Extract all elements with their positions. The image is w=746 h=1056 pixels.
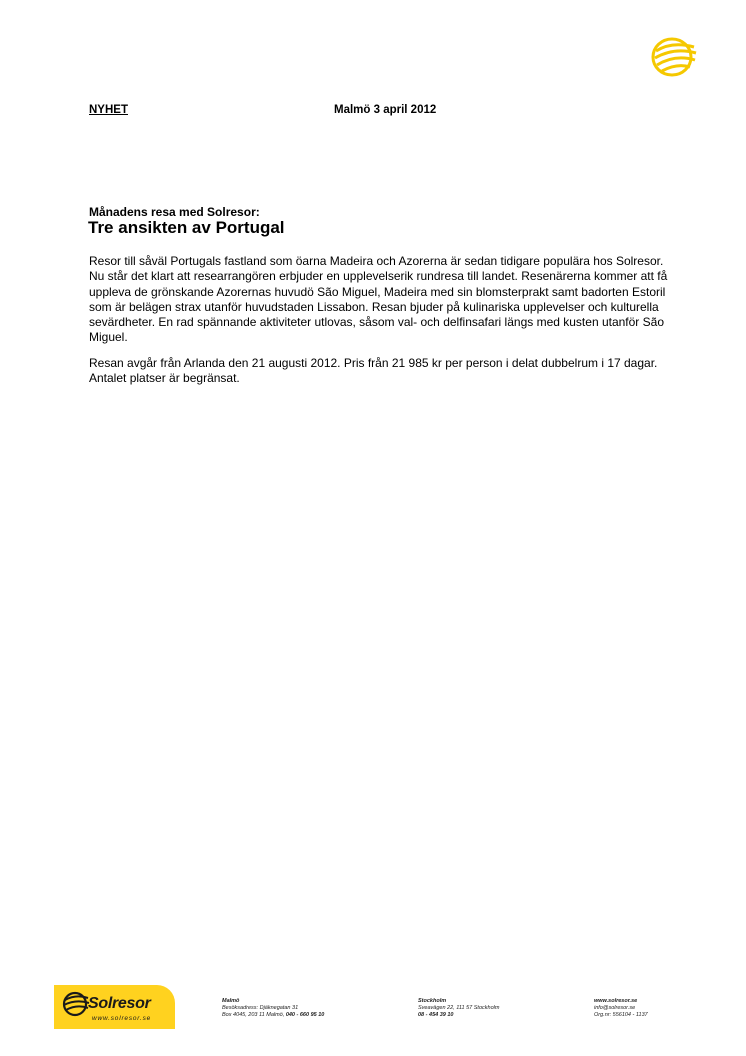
footer-logo (54, 985, 175, 1029)
footer-contact (594, 998, 648, 1020)
footer-email-link[interactable]: info@solresor.se (594, 1005, 636, 1012)
footer-stockholm-address (418, 998, 499, 1020)
solresor-sun-icon (62, 990, 90, 1018)
footer-malmo-visit-address: Besöksadress: Djäknegatan 31 (222, 1005, 299, 1012)
footer-malmo-address (222, 998, 324, 1020)
footer-stockholm-phone: 08 - 454 39 10 (418, 1012, 454, 1019)
solresor-sun-logo-icon (650, 35, 700, 77)
footer-org-number: Org.nr: 556104 - 1137 (594, 1012, 648, 1019)
footer-malmo-phone: 040 - 660 95 10 (285, 1012, 325, 1019)
footer-website-link[interactable]: www.solresor.se (594, 998, 638, 1004)
footer-brand-url: www.solresor.se (92, 1015, 152, 1022)
footer-malmo-title: Malmö (222, 998, 240, 1004)
footer-brand-name: Solresor (88, 995, 151, 1012)
article-paragraph: Resan avgår från Arlanda den 21 augusti 2012. Pris från 21 985 kr per person i delat dubbelrum i 17 dagar. Antalet platser är begränsat. (89, 356, 658, 386)
footer-malmo-postal (222, 1012, 324, 1019)
footer-stockholm-title: Stockholm (418, 998, 447, 1004)
article-paragraph: Resor till såväl Portugals fastland som öarna Madeira och Azorerna är sedan tidigare populära hos Solresor. Nu står det klart att researrangören erbjuder en upplevelserik rundresa till landet. Resenärerna kommer att få uppleva de grönskande Azorernas huvudö São Miguel, Madeira med sin blomsterprakt samt badorten Estoril som är belägen strax utanför huvudstaden Lissabon. Resan bjuder på kulinariska upplevelser och kulturella sevärdheter. En rad spännande aktiviteter utlovas, såsom val- och delfinsafari längs med kusten utanför São Miguel. (89, 254, 668, 345)
footer-stockholm-street: Sveavägen 22, 111 57 Stockholm (418, 1005, 500, 1012)
footer-malmo-box: Box 4045, 203 11 Malmö, (222, 1012, 285, 1019)
article-headline: Tre ansikten av Portugal (88, 218, 285, 237)
news-label: NYHET (89, 104, 128, 116)
article-kicker: Månadens resa med Solresor: (89, 205, 260, 219)
dateline: Malmö 3 april 2012 (334, 104, 437, 116)
